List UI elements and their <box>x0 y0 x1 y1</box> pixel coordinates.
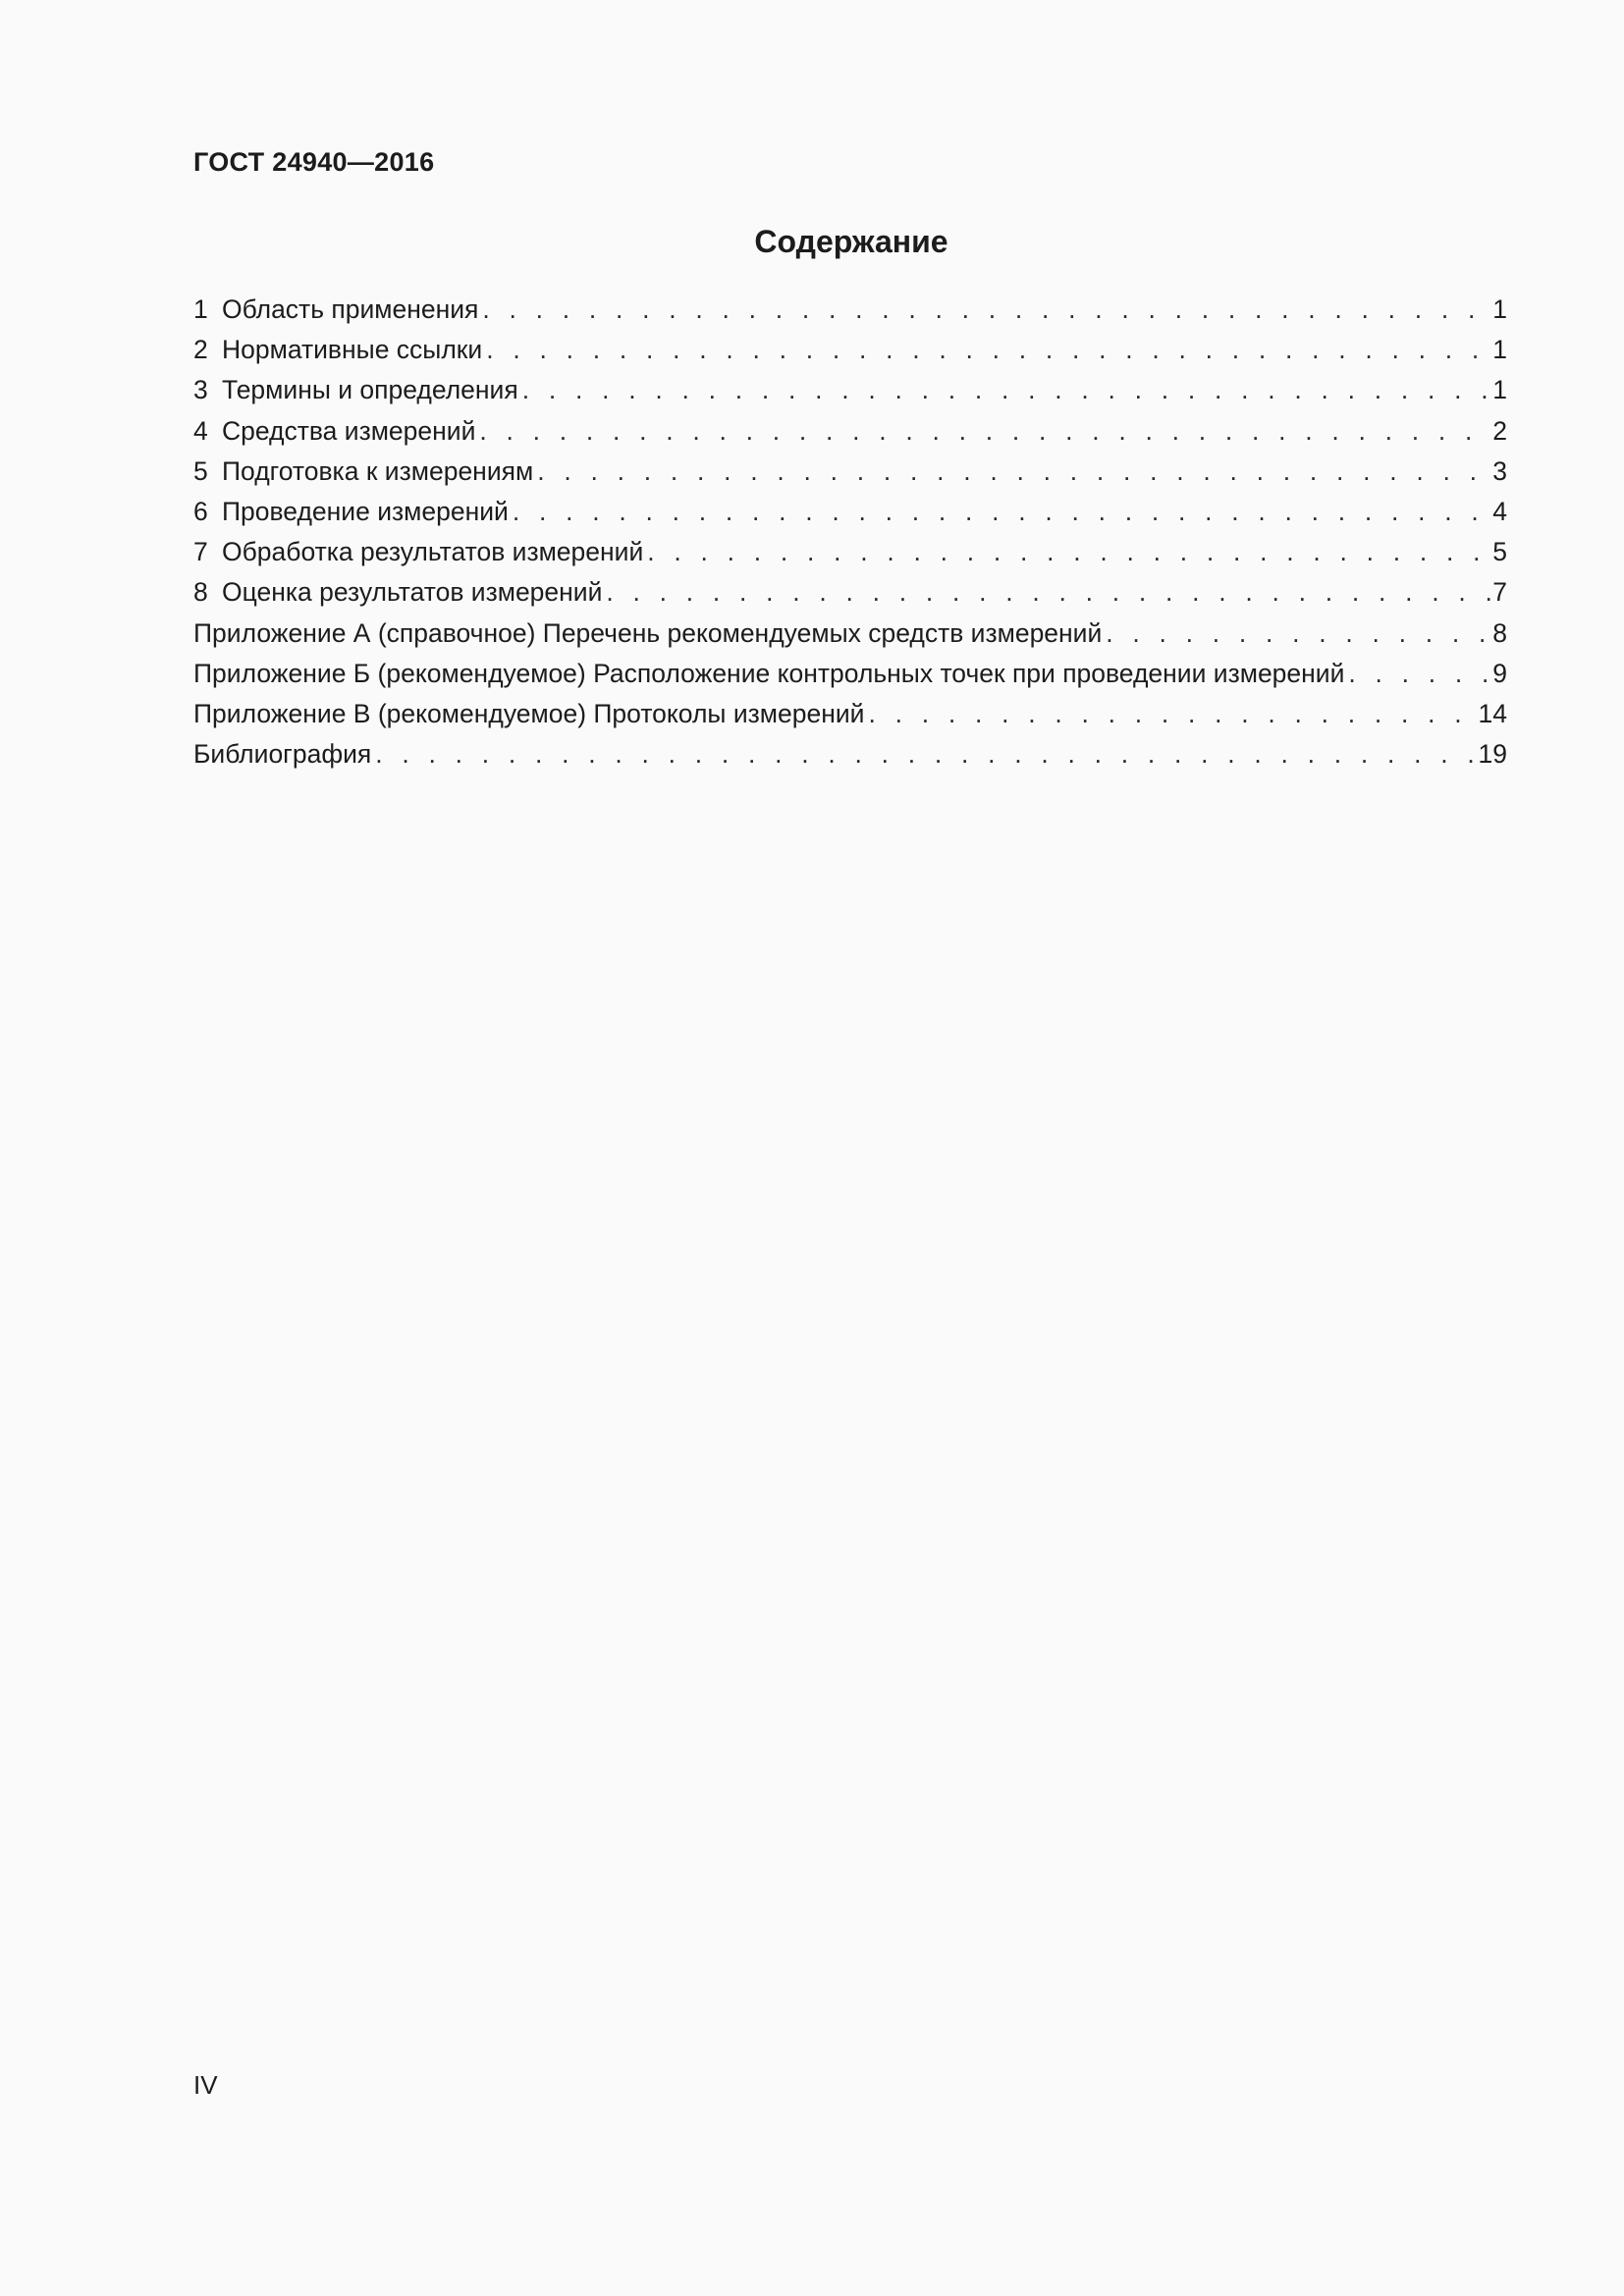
toc-entry-title: Проведение измерений <box>222 496 509 526</box>
toc-entry-label <box>193 577 602 608</box>
toc-entry-title: Термины и определения <box>222 375 518 405</box>
toc-entry-number: 4 <box>193 415 208 446</box>
toc-entry-number: 8 <box>193 577 208 608</box>
toc-entry-page: 8 <box>1492 617 1507 648</box>
toc-entry[interactable] <box>193 739 1507 779</box>
toc-entry[interactable] <box>193 375 1507 415</box>
toc-entry-label <box>193 537 643 567</box>
toc-entry-page: 1 <box>1492 335 1507 365</box>
toc-dot-leader <box>371 739 1478 770</box>
page-number: IV <box>193 2070 218 2100</box>
toc-dot-leader <box>482 335 1492 365</box>
toc-entry-page: 19 <box>1478 739 1507 770</box>
toc-entry-label <box>193 659 1344 689</box>
toc-entry-page: 4 <box>1492 496 1507 526</box>
toc-entry-title: Приложение В (рекомендуемое) Протоколы измерений <box>193 698 865 728</box>
toc-entry-label <box>193 618 1102 649</box>
toc-entry-number: 7 <box>193 537 208 567</box>
toc-entry-label <box>193 294 478 325</box>
toc-dot-leader <box>1344 659 1492 689</box>
table-of-contents <box>193 294 1507 779</box>
toc-entry-page: 7 <box>1492 577 1507 608</box>
toc-entry[interactable] <box>193 294 1507 335</box>
toc-entry[interactable] <box>193 577 1507 617</box>
toc-entry[interactable] <box>193 659 1507 699</box>
toc-entry-label <box>193 335 482 365</box>
toc-entry-title: Подготовка к измерениям <box>222 455 534 486</box>
toc-entry-title: Оценка результатов измерений <box>222 577 603 608</box>
toc-entry-page: 1 <box>1492 375 1507 405</box>
toc-entry-number: 3 <box>193 375 208 405</box>
toc-entry-page: 1 <box>1492 294 1507 324</box>
toc-dot-leader <box>478 294 1492 325</box>
toc-entry-title: Библиография <box>193 739 372 770</box>
toc-entry[interactable] <box>193 456 1507 497</box>
toc-title: Содержание <box>754 224 948 259</box>
toc-entry-title: Обработка результатов измерений <box>222 537 644 567</box>
toc-entry[interactable] <box>193 537 1507 577</box>
toc-entry-number: 5 <box>193 455 208 486</box>
toc-entry-page: 2 <box>1492 415 1507 446</box>
toc-entry-page: 3 <box>1492 455 1507 486</box>
toc-entry-number: 6 <box>193 496 208 526</box>
toc-entry-number: 2 <box>193 335 208 365</box>
toc-dot-leader <box>518 375 1493 405</box>
toc-entry-page: 9 <box>1492 658 1507 688</box>
toc-entry-title: Область применения <box>222 294 479 324</box>
toc-dot-leader <box>509 497 1492 527</box>
toc-entry[interactable] <box>193 335 1507 375</box>
toc-dot-leader <box>533 456 1492 487</box>
toc-entry-page: 14 <box>1478 698 1507 728</box>
toc-entry[interactable] <box>193 497 1507 537</box>
toc-entry-label <box>193 497 509 527</box>
toc-entry[interactable] <box>193 416 1507 456</box>
toc-entry-title: Приложение А (справочное) Перечень рекомендуемых средств измерений <box>193 617 1103 648</box>
toc-dot-leader <box>864 699 1478 729</box>
toc-entry-label <box>193 375 518 405</box>
document-code: ГОСТ 24940—2016 <box>193 147 435 177</box>
toc-dot-leader <box>602 577 1492 608</box>
toc-dot-leader <box>643 537 1492 567</box>
toc-entry[interactable] <box>193 618 1507 659</box>
toc-entry-title: Приложение Б (рекомендуемое) Расположение контрольных точек при проведении измерений <box>193 658 1345 688</box>
toc-entry-label <box>193 416 475 447</box>
toc-entry-label <box>193 456 533 487</box>
toc-dot-leader <box>475 416 1492 447</box>
toc-entry-number: 1 <box>193 294 208 324</box>
toc-entry[interactable] <box>193 699 1507 739</box>
toc-dot-leader <box>1102 618 1492 649</box>
toc-entry-label <box>193 699 864 729</box>
toc-entry-page: 5 <box>1492 537 1507 567</box>
toc-entry-label <box>193 739 371 770</box>
toc-entry-title: Нормативные ссылки <box>222 335 483 365</box>
toc-entry-title: Средства измерений <box>222 415 476 446</box>
